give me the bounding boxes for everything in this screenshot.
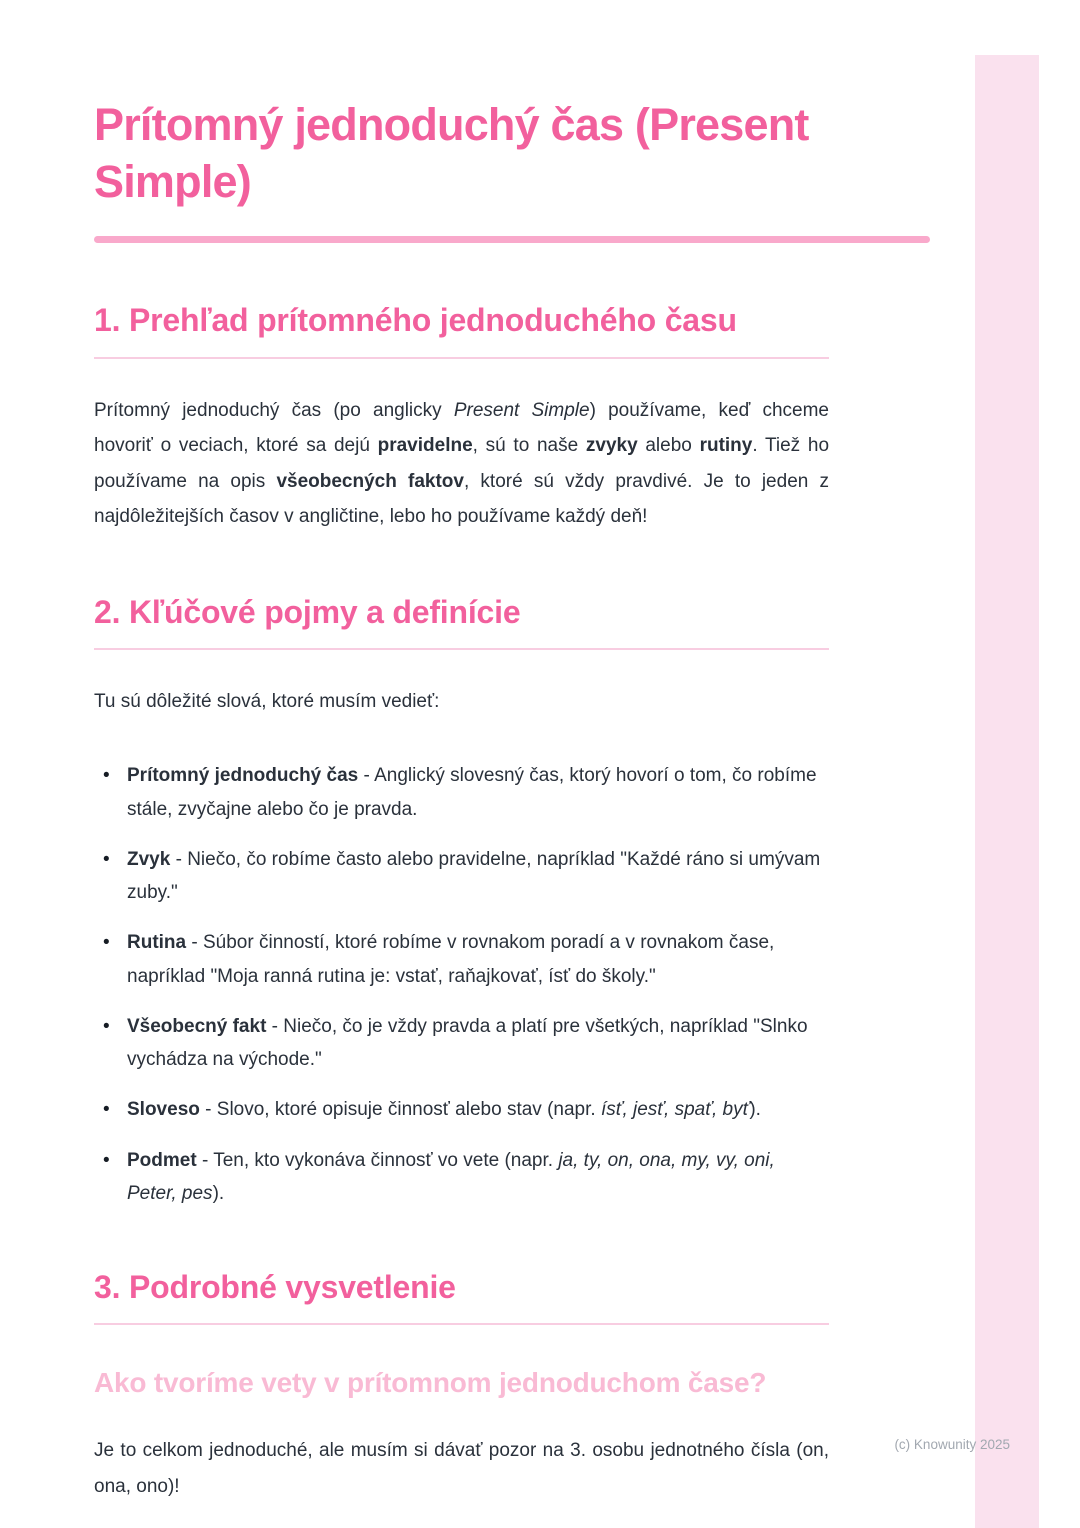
text-segment: , sú to naše	[472, 435, 586, 457]
text-segment-bold: zvyky	[585, 435, 638, 457]
page-title: Prítomný jednoduchý čas (Present Simple)	[94, 99, 809, 207]
definition-text: Súbor činností, ktoré robíme v rovnakom poradí a v rovnakom čase, napríklad "Moja ranná rutina je: vstať, raňajkovať, ísť do školy."	[127, 932, 775, 987]
definition-tail: ).	[212, 1182, 225, 1204]
heading-underline	[94, 357, 829, 359]
term-separator: -	[170, 848, 188, 870]
term-separator: -	[199, 1099, 217, 1121]
section-detailed-explanation	[94, 1266, 829, 1504]
text-segment: ) používame, keď chceme hovoriť o veciach, ktoré sa dejú	[94, 399, 829, 457]
term-label: Rutina	[127, 932, 187, 954]
term-label: Všeobecný fakt	[127, 1015, 267, 1037]
text-segment: , ktoré sú vždy pravdivé. Je to jeden z najdôležitejších časov v angličtine, lebo ho používame každý deň!	[94, 470, 829, 528]
heading-underline	[94, 1323, 829, 1325]
document-content	[94, 0, 829, 1504]
term-separator: -	[358, 765, 375, 787]
definition-tail: ).	[749, 1099, 761, 1121]
text-segment-bold: pravidelne	[377, 435, 473, 457]
copyright-note: (c) Knowunity 2025	[894, 1437, 1010, 1452]
section-heading-overview: 1. Prehľad prítomného jednoduchého času	[94, 302, 737, 339]
text-segment-bold: rutiny	[699, 435, 753, 457]
list-item	[94, 843, 829, 910]
definition-text: Anglický slovesný čas, ktorý hovorí o tom, čo robíme stále, zvyčajne alebo čo je pravda.	[127, 765, 817, 820]
section-heading-detailed: 3. Podrobné vysvetlenie	[94, 1269, 456, 1306]
section-heading-key-terms: 2. Kľúčové pojmy a definície	[94, 593, 521, 630]
definition-text: Niečo, čo robíme často alebo pravidelne, napríklad "Každé ráno si umývam zuby."	[127, 848, 821, 904]
term-label: Podmet	[127, 1149, 197, 1171]
page-edge-strip	[975, 55, 1039, 1528]
term-separator: -	[196, 1149, 214, 1171]
definition-text: Ten, kto vykonáva činnosť vo vete (napr.	[213, 1149, 559, 1171]
text-segment: . Tiež ho používame na opis	[94, 435, 830, 492]
definitions-list	[94, 759, 829, 1210]
list-item	[94, 1010, 829, 1077]
detailed-paragraph: Je to celkom jednoduché, ale musím si dávať pozor na 3. osobu jednotného čísla (on, ona, ono)!	[94, 1440, 829, 1497]
definition-examples: ja, ty, on, ona, my, vy, oni, Peter, pes	[127, 1149, 775, 1204]
list-item	[94, 759, 829, 826]
term-separator: -	[266, 1015, 284, 1037]
section-overview	[94, 299, 829, 534]
key-terms-intro: Tu sú dôležité slová, ktoré musím vedieť:	[94, 690, 440, 712]
term-label: Sloveso	[127, 1099, 200, 1121]
definition-text: Slovo, ktoré opisuje činnosť alebo stav (napr.	[216, 1099, 601, 1121]
title-rule	[94, 236, 930, 243]
term-label: Zvyk	[127, 848, 171, 870]
definition-text: Niečo, čo je vždy pravda a platí pre všetkých, napríklad "Slnko vychádza na východe."	[127, 1015, 808, 1071]
list-item	[94, 926, 829, 993]
text-segment: Prítomný jednoduchý čas (po anglicky	[94, 399, 454, 421]
heading-underline	[94, 648, 829, 650]
term-separator: -	[186, 932, 203, 954]
list-item	[94, 1144, 829, 1211]
text-segment: alebo	[637, 435, 700, 457]
overview-paragraph	[94, 393, 829, 535]
list-item	[94, 1093, 829, 1126]
text-segment-italic: Present Simple	[453, 399, 590, 421]
term-label: Prítomný jednoduchý čas	[127, 765, 359, 787]
text-segment-bold: všeobecných faktov	[276, 470, 464, 492]
section-key-terms	[94, 591, 829, 1211]
definition-examples: ísť, jesť, spať, byť	[600, 1099, 750, 1121]
sub-heading-forming-sentences: Ako tvoríme vety v prítomnom jednoduchom čase?	[94, 1367, 767, 1399]
